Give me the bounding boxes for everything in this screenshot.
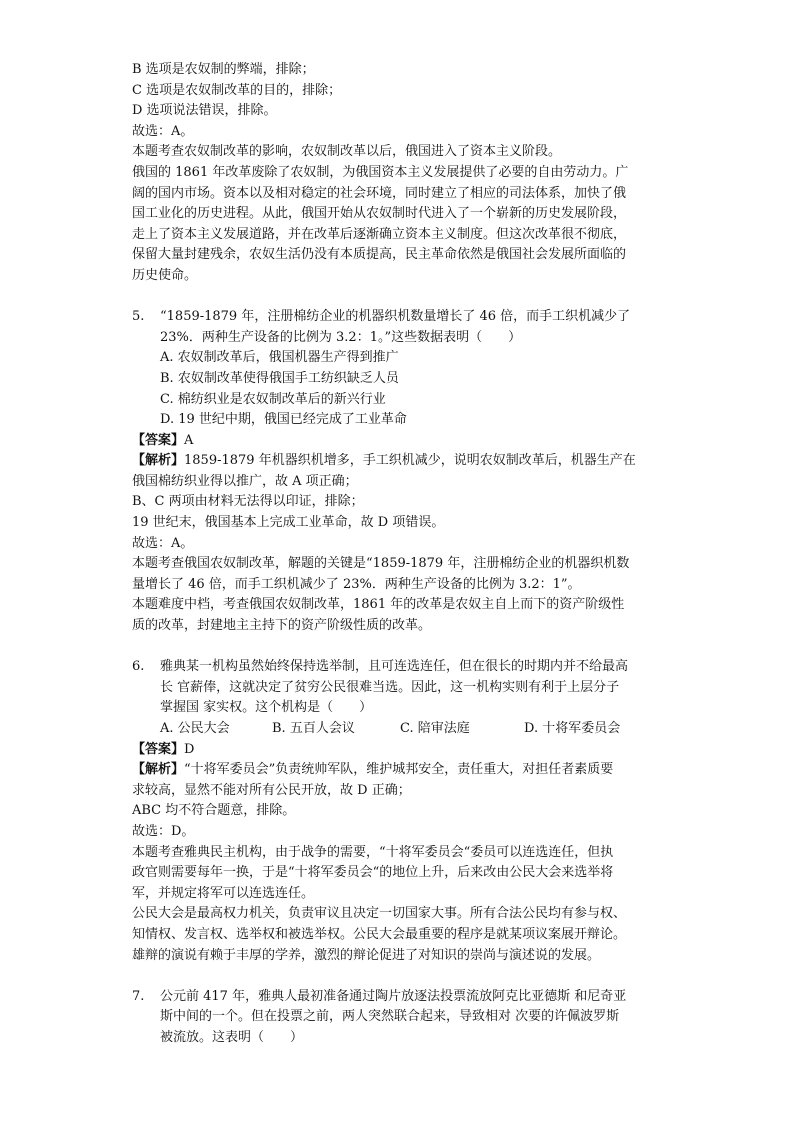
answer-line (132, 431, 672, 452)
text-line: 国工业化的历史进程。从此，俄国开始从农奴制时代进入了一个崭新的历史发展阶段， (132, 206, 627, 222)
text-line: B 选项是农奴制的弊端，排除； (132, 62, 315, 77)
text-line: 故选：A。 (132, 535, 194, 551)
answer-tag: 【答案】 (132, 432, 185, 448)
text-line: 走上了资本主义发展道路，并在改革后逐渐确立资本主义制度。但这次改革很不彻底， (132, 226, 627, 242)
stem-line: 斯中间的一个。但在投票之前，两人突然联合起来，导致相对 次要的许佩波罗斯 (160, 1009, 620, 1025)
options-row (132, 719, 672, 740)
option-c: C. 棉纺织业是农奴制改革后的新兴行业 (160, 391, 386, 407)
answer-value: A (184, 432, 194, 448)
text-line: 保留大量封建残余，农奴生活仍没有本质提高，民主革命依然是俄国社会发展所面临的 (132, 247, 627, 263)
text-line: 量增长了 46 倍，而手工织机减少了 23%．两种生产设备的比例为 3.2：1”。 (132, 576, 581, 592)
spacer (132, 287, 672, 308)
text-line: 本题难度中档，考查俄国农奴制改革，1861 年的改革是农奴主自上而下的资产阶级性 (132, 597, 625, 613)
question-7 (132, 987, 672, 1049)
text-line: C 选项是农奴制改革的目的，排除； (132, 82, 342, 98)
question-stem (132, 657, 672, 719)
question-5 (132, 307, 672, 637)
option-b: B. 农奴制改革使得俄国手工纺织缺乏人员 (160, 370, 399, 386)
text-line: 俄国棉纺织业得以推广，故 A 项正确； (132, 473, 358, 489)
text-line: B、C 两项由材料无法得以印证，排除； (132, 494, 364, 510)
analysis-line (132, 451, 672, 472)
spacer (132, 637, 672, 658)
text-line: 雄辩的演说有赖于丰厚的学养，激烈的辩论促进了对知识的崇尚与演述说的发展。 (132, 947, 601, 963)
prev-answer-tail (132, 60, 672, 287)
text-line: 阔的国内市场。资本以及相对稳定的社会环境，同时建立了相应的司法体系，加快了俄 (132, 185, 627, 201)
text-line: D 选项说法错误，排除。 (132, 103, 277, 119)
stem-line: 掌握国 家实权。这个机构是（ ） (160, 700, 373, 716)
option-d: D. 19 世纪中期，俄国已经完成了工业革命 (160, 412, 407, 428)
text-line: 故选：A。 (132, 123, 194, 139)
text-line: 本题考查农奴制改革的影响，农奴制改革以后，俄国进入了资本主义阶段。 (132, 144, 562, 160)
stem-line: 长 官薪俸，这就决定了贫穷公民很难当选。因此，这一机构实则有利于上层分子 (160, 679, 620, 695)
document-page (132, 60, 672, 1049)
text-line: 俄国的 1861 年改革废除了农奴制，为俄国资本主义发展提供了必要的自由劳动力。广 (132, 164, 629, 180)
text-line: ABC 均不符合题意，排除。 (132, 803, 296, 819)
analysis-text: 1859-1879 年机器织机增多，手工织机减少，说明农奴制改革后，机器生产在 (184, 453, 636, 469)
text-line: 求较高，显然不能对所有公民开放，故 D 正确； (132, 782, 411, 798)
question-6 (132, 657, 672, 966)
text-line: 故选：D。 (132, 823, 195, 839)
text-line: 公民大会是最高权力机关，负责审议且决定一切国家大事。所有合法公民均有参与权、 (132, 906, 627, 922)
analysis-line (132, 760, 672, 781)
stem-line: 23%．两种生产设备的比例为 3.2：1。”这些数据表明（ ） (160, 329, 522, 345)
text-line: 19 世纪末，俄国基本上完成工业革命，故 D 项错误。 (132, 515, 445, 531)
option-c: C. 陪审法庭 (400, 721, 470, 736)
text-line: 历史使命。 (132, 267, 198, 283)
analysis-tag: 【解析】 (132, 453, 185, 469)
option-b: B. 五百人会议 (272, 721, 355, 736)
stem-line: 公元前 417 年，雅典人最初准备通过陶片放逐法投票流放阿克比亚德斯 和尼奇亚 (160, 988, 627, 1004)
stem-line: 雅典某一机构虽然始终保持选举制，且可连选连任，但在很长的时期内并不给最高 (160, 659, 629, 675)
spacer (132, 966, 672, 987)
text-line: 本题考查俄国农奴制改革，解题的关键是“1859-1879 年，注册棉纺企业的机器织机数 (132, 556, 630, 572)
text-line: 质的改革，封建地主主持下的资产阶级性质的改革。 (132, 618, 432, 634)
question-number: 7. (132, 988, 145, 1004)
text-line: 政官则需要每年一换，于是“十将军委员会“的地位上升，后来改由公民大会来选举将 (132, 865, 614, 881)
question-stem (132, 307, 672, 348)
text-line: 本题考查雅典民主机构，由于战争的需要，“十将军委员会“委员可以连选连任，但执 (132, 844, 614, 860)
answer-tag: 【答案】 (132, 741, 185, 757)
analysis-text: “十将军委员会”负责统帅军队，维护城邦安全，责任重大，对担任者素质要 (184, 762, 614, 778)
option-d: D. 十将军委员会 (524, 721, 621, 736)
option-a: A. 公民大会 (160, 721, 230, 736)
answer-value: D (184, 741, 195, 757)
stem-line: “1859-1879 年，注册棉纺企业的机器织机数量增长了 46 倍，而手工织机减少了 (160, 309, 631, 325)
option-a: A. 农奴制改革后，俄国机器生产得到推广 (160, 350, 399, 366)
question-number: 5. (132, 309, 145, 325)
answer-line (132, 740, 672, 761)
stem-line: 被流放。这表明（ ） (160, 1029, 304, 1045)
analysis-tag: 【解析】 (132, 762, 185, 778)
text-line: 知情权、发言权、选举权和被选举权。公民大会最重要的程序是就某项议案展开辩论。 (132, 926, 627, 942)
text-line: 军，并规定将军可以连选连任。 (132, 885, 315, 901)
question-number: 6. (132, 659, 145, 675)
question-stem (132, 987, 672, 1049)
